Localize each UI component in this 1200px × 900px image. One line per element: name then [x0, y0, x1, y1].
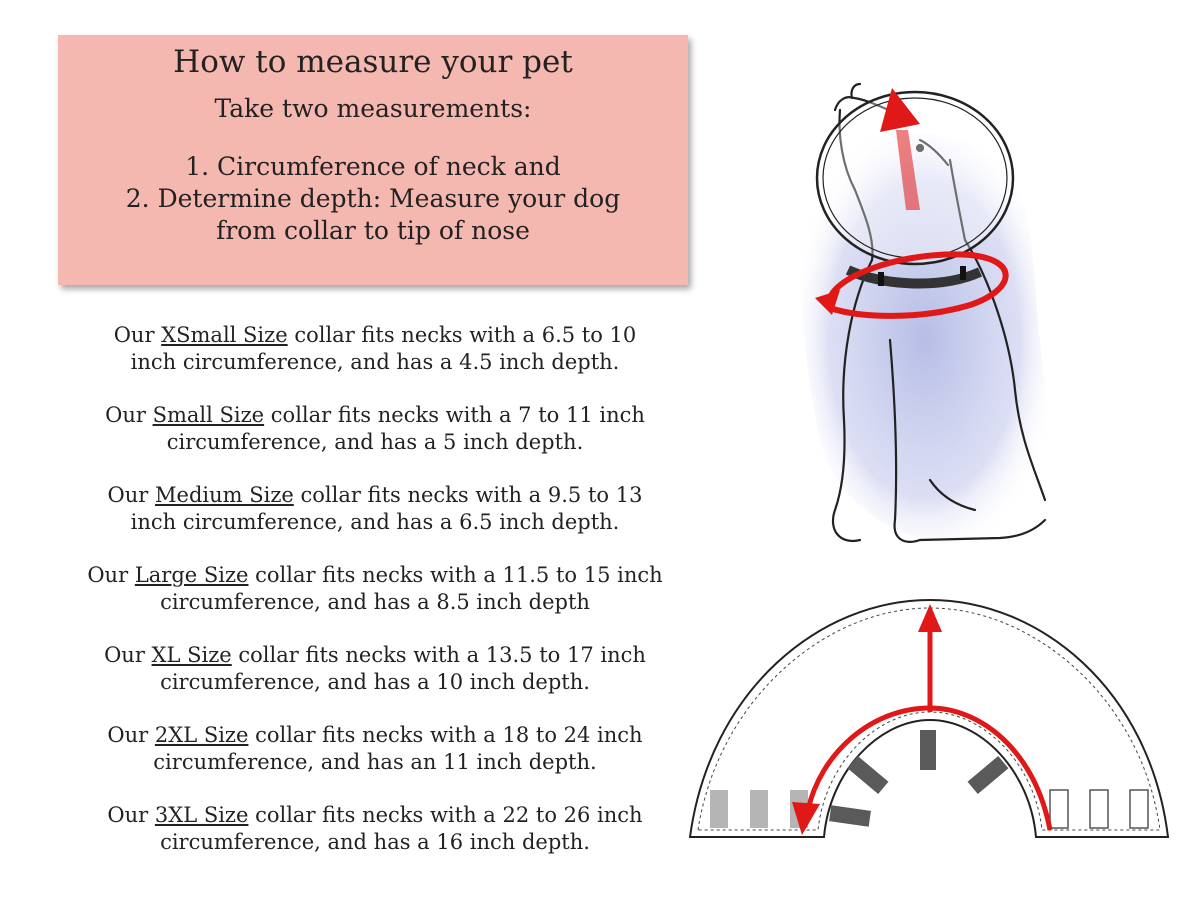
size-name: 2XL Size [154, 723, 249, 747]
size-name: 3XL Size [154, 803, 249, 827]
size-text: inch circumference, and has a 4.5 inch depth. [130, 350, 620, 374]
size-prefix: Our [107, 483, 156, 507]
dog-illustration [780, 40, 1060, 560]
instructions-steps [58, 151, 688, 247]
size-name: XL Size [151, 643, 232, 667]
size-text: collar fits necks with a 22 to 26 inch [248, 803, 643, 827]
instructions-box [58, 35, 688, 285]
size-name: XSmall Size [161, 323, 288, 347]
collar-strap [920, 730, 936, 770]
size-text: collar fits necks with a 6.5 to 10 [287, 323, 637, 347]
size-text: collar fits necks with a 18 to 24 inch [248, 723, 643, 747]
size-prefix: Our [107, 723, 155, 747]
cone-diagram [680, 590, 1170, 850]
size-item-3xl [70, 802, 680, 856]
size-prefix: Our [107, 803, 155, 827]
instructions-subtitle: Take two measurements: [214, 94, 532, 123]
size-name: Medium Size [155, 483, 294, 507]
size-text: collar fits necks with a 13.5 to 17 inch [231, 643, 646, 667]
collar-strap [829, 805, 871, 826]
size-item-large [70, 562, 680, 616]
size-name: Small Size [152, 403, 265, 427]
size-text: collar fits necks with a 11.5 to 15 inch [248, 563, 663, 587]
size-item-medium [70, 482, 680, 536]
cone-tab [710, 790, 728, 828]
page-title: How to measure your pet [173, 44, 573, 80]
size-list [70, 322, 680, 882]
step-line: 2. Determine depth: Measure your dog [125, 184, 621, 213]
size-item-2xl [70, 722, 680, 776]
size-text: circumference, and has a 16 inch depth. [160, 830, 590, 854]
step-line: from collar to tip of nose [216, 216, 530, 245]
size-item-xsmall [70, 322, 680, 376]
size-text: circumference, and has a 10 inch depth. [160, 670, 590, 694]
size-prefix: Our [104, 643, 152, 667]
size-text: circumference, and has a 8.5 inch depth [160, 590, 590, 614]
size-name: Large Size [134, 563, 249, 587]
collar-tab [960, 266, 966, 280]
size-text: collar fits necks with a 9.5 to 13 [293, 483, 643, 507]
size-text: circumference, and has a 5 inch depth. [166, 430, 584, 454]
collar-strap [848, 756, 889, 794]
size-text: collar fits necks with a 7 to 11 inch [264, 403, 645, 427]
size-prefix: Our [105, 403, 153, 427]
collar-tab [878, 272, 884, 286]
size-text: circumference, and has an 11 inch depth. [153, 750, 597, 774]
size-prefix: Our [87, 563, 135, 587]
size-prefix: Our [113, 323, 162, 347]
collar-strap [968, 756, 1009, 794]
size-item-xl [70, 642, 680, 696]
step-line: 1. Circumference of neck and [185, 152, 561, 181]
cone-tab [750, 790, 768, 828]
size-item-small [70, 402, 680, 456]
size-text: inch circumference, and has a 6.5 inch depth. [130, 510, 620, 534]
